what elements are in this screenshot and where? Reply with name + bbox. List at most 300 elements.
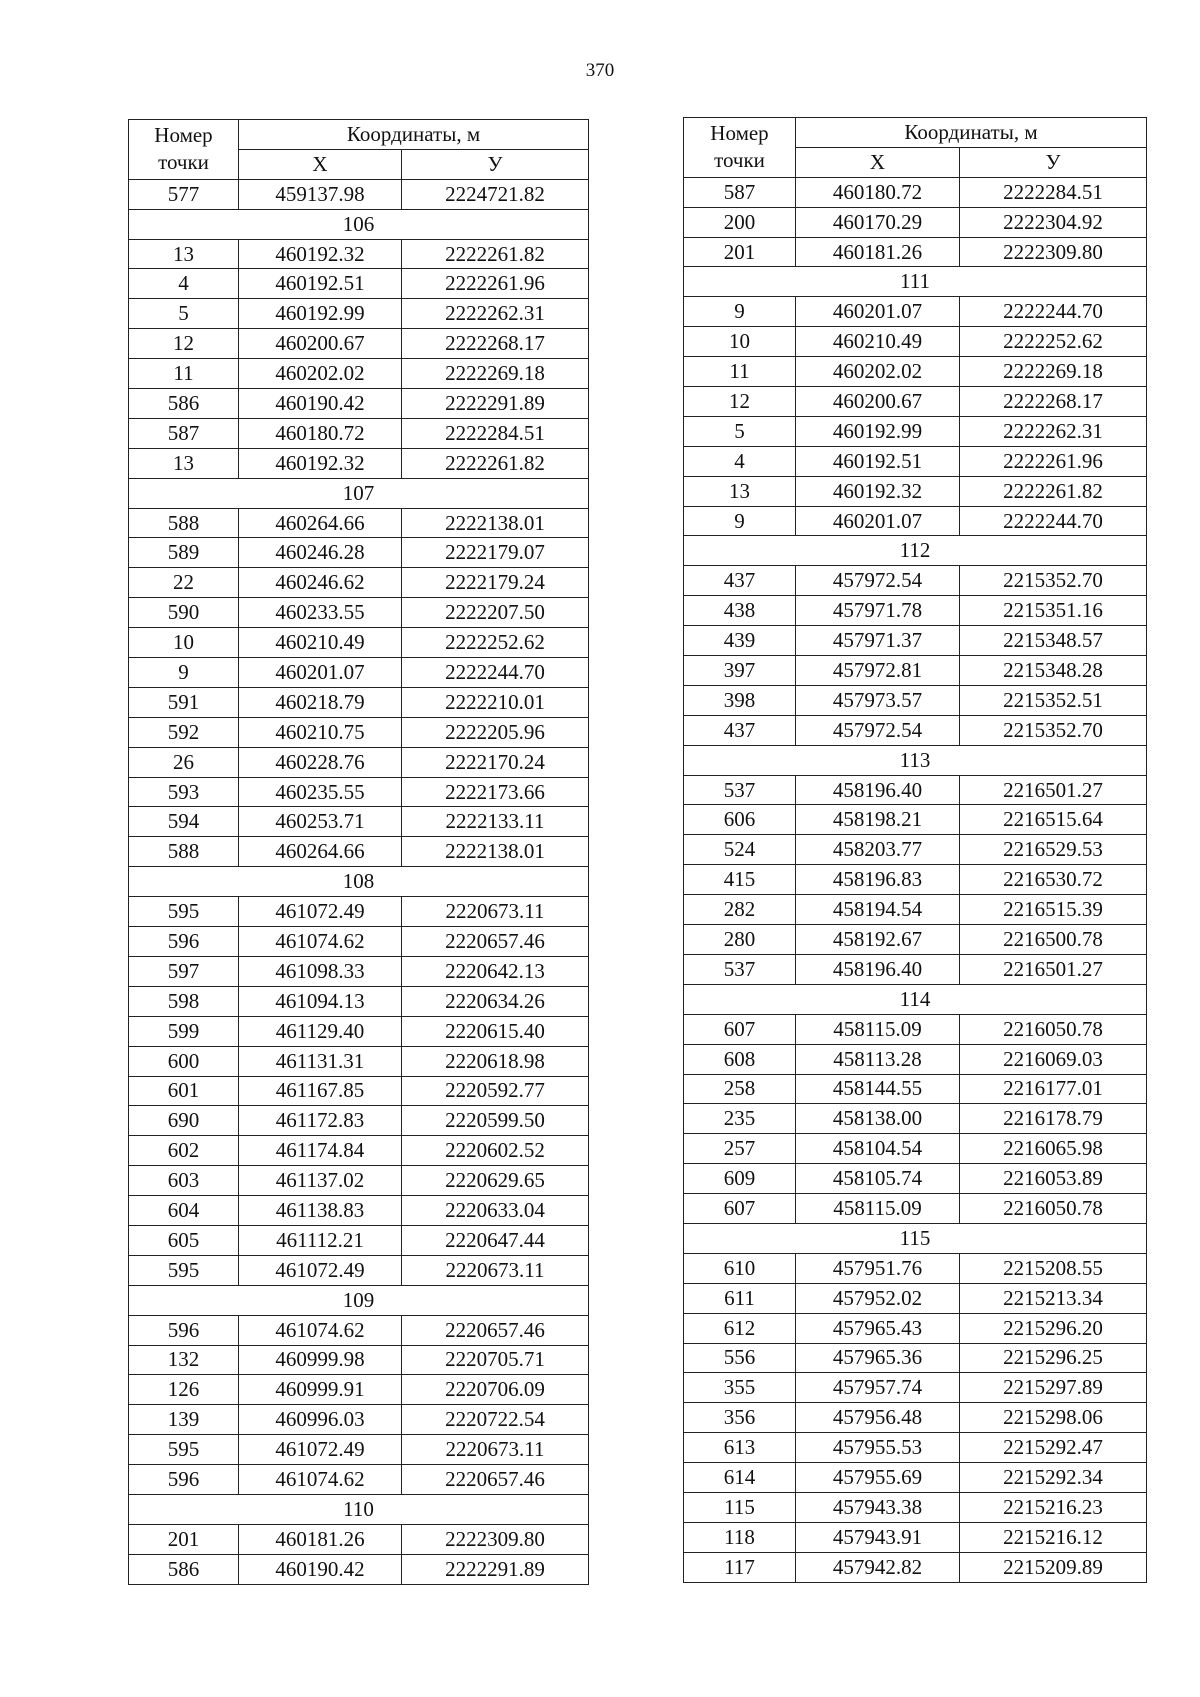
table-row — [684, 685, 1147, 715]
point-number-cell: 126 — [129, 1375, 239, 1405]
y-coordinate-cell: 2216501.27 — [960, 954, 1147, 984]
y-coordinate-cell: 2220706.09 — [402, 1375, 589, 1405]
y-coordinate-cell: 2215292.47 — [960, 1433, 1147, 1463]
x-coordinate-cell: 457972.54 — [796, 715, 960, 745]
table-row — [129, 508, 589, 538]
point-number-cell: 4 — [684, 446, 796, 476]
table-row — [684, 835, 1147, 865]
x-coordinate-cell: 461098.33 — [239, 956, 402, 986]
point-number-cell: 586 — [129, 1554, 239, 1584]
y-coordinate-cell: 2215292.34 — [960, 1463, 1147, 1493]
table-body-left — [129, 179, 589, 1584]
y-coordinate-cell: 2222284.51 — [960, 177, 1147, 207]
point-number-cell: 9 — [684, 506, 796, 536]
y-coordinate-cell: 2215352.51 — [960, 685, 1147, 715]
y-coordinate-cell: 2220657.46 — [402, 1315, 589, 1345]
x-coordinate-cell: 460181.26 — [796, 237, 960, 267]
point-number-cell: 22 — [129, 568, 239, 598]
point-number-cell: 280 — [684, 925, 796, 955]
y-coordinate-cell: 2215216.23 — [960, 1492, 1147, 1522]
point-number-cell: 587 — [684, 177, 796, 207]
x-coordinate-cell: 460210.75 — [239, 717, 402, 747]
point-number-cell: 605 — [129, 1225, 239, 1255]
x-coordinate-cell: 458194.54 — [796, 895, 960, 925]
y-coordinate-cell: 2220647.44 — [402, 1225, 589, 1255]
y-coordinate-cell: 2222244.70 — [960, 297, 1147, 327]
table-row — [129, 717, 589, 747]
table-row — [129, 747, 589, 777]
point-number-cell: 12 — [129, 329, 239, 359]
y-coordinate-cell: 2220592.77 — [402, 1076, 589, 1106]
y-coordinate-cell: 2222138.01 — [402, 837, 589, 867]
point-number-cell: 257 — [684, 1134, 796, 1164]
y-coordinate-cell: 2222261.96 — [960, 446, 1147, 476]
point-number-cell: 614 — [684, 1463, 796, 1493]
x-coordinate-cell: 461137.02 — [239, 1166, 402, 1196]
point-number-cell: 5 — [129, 299, 239, 329]
table-row — [684, 1403, 1147, 1433]
x-coordinate-cell: 458104.54 — [796, 1134, 960, 1164]
y-coordinate-cell: 2222252.62 — [960, 327, 1147, 357]
x-coordinate-cell: 457972.81 — [796, 656, 960, 686]
y-coordinate-cell: 2222252.62 — [402, 628, 589, 658]
y-coordinate-cell: 2222262.31 — [402, 299, 589, 329]
table-row — [129, 538, 589, 568]
point-number-cell: 600 — [129, 1046, 239, 1076]
point-number-cell: 438 — [684, 596, 796, 626]
x-coordinate-cell: 460218.79 — [239, 687, 402, 717]
group-row — [129, 209, 589, 239]
x-coordinate-cell: 460999.91 — [239, 1375, 402, 1405]
group-row — [129, 1285, 589, 1315]
x-coordinate-cell: 460233.55 — [239, 598, 402, 628]
x-coordinate-cell: 460192.51 — [796, 446, 960, 476]
group-row — [684, 536, 1147, 566]
y-coordinate-cell: 2220629.65 — [402, 1166, 589, 1196]
table-row — [684, 1194, 1147, 1224]
y-coordinate-cell: 2222170.24 — [402, 747, 589, 777]
group-row — [684, 267, 1147, 297]
x-coordinate-cell: 461112.21 — [239, 1225, 402, 1255]
x-coordinate-cell: 460228.76 — [239, 747, 402, 777]
x-coordinate-cell: 461172.83 — [239, 1106, 402, 1136]
point-number-cell: 201 — [129, 1524, 239, 1554]
point-number-cell: 556 — [684, 1343, 796, 1373]
table-row — [684, 207, 1147, 237]
x-coordinate-cell: 457971.78 — [796, 596, 960, 626]
y-coordinate-cell: 2220673.11 — [402, 897, 589, 927]
group-label: 112 — [684, 536, 1147, 566]
table-row — [684, 327, 1147, 357]
y-coordinate-cell: 2215208.55 — [960, 1253, 1147, 1283]
table-row — [684, 566, 1147, 596]
y-coordinate-cell: 2220657.46 — [402, 927, 589, 957]
point-number-cell: 437 — [684, 715, 796, 745]
point-number-cell: 587 — [129, 418, 239, 448]
y-coordinate-cell: 2224721.82 — [402, 179, 589, 209]
point-number-cell: 604 — [129, 1196, 239, 1226]
x-coordinate-cell: 461074.62 — [239, 1465, 402, 1495]
x-coordinate-cell: 461074.62 — [239, 927, 402, 957]
table-row — [684, 1463, 1147, 1493]
table-row — [684, 1283, 1147, 1313]
table-row — [129, 1016, 589, 1046]
point-number-cell: 606 — [684, 805, 796, 835]
point-number-cell: 10 — [129, 628, 239, 658]
point-number-cell: 439 — [684, 626, 796, 656]
x-coordinate-cell: 457951.76 — [796, 1253, 960, 1283]
header-y: У — [402, 149, 589, 179]
point-number-cell: 524 — [684, 835, 796, 865]
table-row — [684, 1253, 1147, 1283]
group-row — [129, 1494, 589, 1524]
group-label: 106 — [129, 209, 589, 239]
x-coordinate-cell: 458144.55 — [796, 1074, 960, 1104]
y-coordinate-cell: 2216500.78 — [960, 925, 1147, 955]
table-row — [684, 1313, 1147, 1343]
y-coordinate-cell: 2222309.80 — [960, 237, 1147, 267]
coordinates-table-left — [128, 119, 589, 1585]
x-coordinate-cell: 460999.98 — [239, 1345, 402, 1375]
table-row — [129, 448, 589, 478]
point-number-cell: 588 — [129, 508, 239, 538]
point-number-cell: 597 — [129, 956, 239, 986]
point-number-cell: 595 — [129, 1435, 239, 1465]
y-coordinate-cell: 2220673.11 — [402, 1255, 589, 1285]
table-row — [129, 687, 589, 717]
point-number-cell: 9 — [684, 297, 796, 327]
x-coordinate-cell: 458198.21 — [796, 805, 960, 835]
y-coordinate-cell: 2215352.70 — [960, 566, 1147, 596]
point-number-cell: 607 — [684, 1014, 796, 1044]
table-row — [129, 418, 589, 448]
x-coordinate-cell: 460210.49 — [796, 327, 960, 357]
table-row — [129, 956, 589, 986]
y-coordinate-cell: 2222309.80 — [402, 1524, 589, 1554]
table-row — [129, 1166, 589, 1196]
point-number-cell: 9 — [129, 658, 239, 688]
point-number-cell: 200 — [684, 207, 796, 237]
table-row — [684, 297, 1147, 327]
y-coordinate-cell: 2220657.46 — [402, 1465, 589, 1495]
x-coordinate-cell: 457955.53 — [796, 1433, 960, 1463]
x-coordinate-cell: 457956.48 — [796, 1403, 960, 1433]
group-label: 111 — [684, 267, 1147, 297]
point-number-cell: 117 — [684, 1552, 796, 1582]
y-coordinate-cell: 2222269.18 — [960, 357, 1147, 387]
x-coordinate-cell: 458113.28 — [796, 1044, 960, 1074]
point-number-cell: 537 — [684, 954, 796, 984]
point-number-cell: 586 — [129, 389, 239, 419]
x-coordinate-cell: 460264.66 — [239, 837, 402, 867]
y-coordinate-cell: 2222284.51 — [402, 418, 589, 448]
point-number-cell: 611 — [684, 1283, 796, 1313]
group-label: 113 — [684, 745, 1147, 775]
table-row — [129, 1524, 589, 1554]
table-row — [684, 626, 1147, 656]
x-coordinate-cell: 460192.32 — [796, 476, 960, 506]
point-number-cell: 598 — [129, 986, 239, 1016]
x-coordinate-cell: 461094.13 — [239, 986, 402, 1016]
y-coordinate-cell: 2215296.20 — [960, 1313, 1147, 1343]
point-number-cell: 415 — [684, 865, 796, 895]
point-number-cell: 603 — [129, 1166, 239, 1196]
table-row — [684, 1343, 1147, 1373]
table-row — [129, 179, 589, 209]
point-number-cell: 13 — [684, 476, 796, 506]
group-label: 107 — [129, 478, 589, 508]
table-row — [129, 1345, 589, 1375]
table-row — [129, 628, 589, 658]
page-number: 370 — [585, 60, 615, 81]
table-row — [129, 299, 589, 329]
table-row — [129, 1315, 589, 1345]
table-row — [684, 177, 1147, 207]
x-coordinate-cell: 458192.67 — [796, 925, 960, 955]
y-coordinate-cell: 2220673.11 — [402, 1435, 589, 1465]
table-row — [129, 986, 589, 1016]
y-coordinate-cell: 2215298.06 — [960, 1403, 1147, 1433]
point-number-cell: 4 — [129, 269, 239, 299]
y-coordinate-cell: 2220618.98 — [402, 1046, 589, 1076]
y-coordinate-cell: 2216178.79 — [960, 1104, 1147, 1134]
header-coordinates: Координаты, м — [796, 118, 1147, 148]
y-coordinate-cell: 2215209.89 — [960, 1552, 1147, 1582]
x-coordinate-cell: 457942.82 — [796, 1552, 960, 1582]
x-coordinate-cell: 461138.83 — [239, 1196, 402, 1226]
point-number-cell: 595 — [129, 1255, 239, 1285]
y-coordinate-cell: 2216177.01 — [960, 1074, 1147, 1104]
x-coordinate-cell: 458115.09 — [796, 1014, 960, 1044]
point-number-cell: 235 — [684, 1104, 796, 1134]
table-row — [684, 775, 1147, 805]
table-row — [684, 895, 1147, 925]
point-number-cell: 11 — [129, 359, 239, 389]
x-coordinate-cell: 460190.42 — [239, 389, 402, 419]
y-coordinate-cell: 2215296.25 — [960, 1343, 1147, 1373]
x-coordinate-cell: 457965.36 — [796, 1343, 960, 1373]
table-row — [129, 1375, 589, 1405]
point-number-cell: 10 — [684, 327, 796, 357]
x-coordinate-cell: 457943.91 — [796, 1522, 960, 1552]
group-row — [684, 745, 1147, 775]
point-number-cell: 608 — [684, 1044, 796, 1074]
x-coordinate-cell: 457965.43 — [796, 1313, 960, 1343]
y-coordinate-cell: 2220633.04 — [402, 1196, 589, 1226]
x-coordinate-cell: 460264.66 — [239, 508, 402, 538]
group-row — [684, 1223, 1147, 1253]
y-coordinate-cell: 2222210.01 — [402, 687, 589, 717]
point-number-cell: 355 — [684, 1373, 796, 1403]
header-point-number: Номер точки — [129, 120, 239, 180]
x-coordinate-cell: 458196.83 — [796, 865, 960, 895]
header-point-number: Номер точки — [684, 118, 796, 178]
point-number-cell: 132 — [129, 1345, 239, 1375]
y-coordinate-cell: 2215216.12 — [960, 1522, 1147, 1552]
x-coordinate-cell: 460202.02 — [796, 357, 960, 387]
y-coordinate-cell: 2222268.17 — [960, 387, 1147, 417]
y-coordinate-cell: 2220599.50 — [402, 1106, 589, 1136]
point-number-cell: 591 — [129, 687, 239, 717]
y-coordinate-cell: 2222179.07 — [402, 538, 589, 568]
table-row — [129, 1046, 589, 1076]
x-coordinate-cell: 458105.74 — [796, 1164, 960, 1194]
y-coordinate-cell: 2216515.39 — [960, 895, 1147, 925]
point-number-cell: 596 — [129, 1465, 239, 1495]
y-coordinate-cell: 2222291.89 — [402, 1554, 589, 1584]
x-coordinate-cell: 460253.71 — [239, 807, 402, 837]
coordinates-table-right — [683, 117, 1147, 1583]
table-row — [684, 237, 1147, 267]
y-coordinate-cell: 2222291.89 — [402, 389, 589, 419]
point-number-cell: 594 — [129, 807, 239, 837]
x-coordinate-cell: 461072.49 — [239, 1255, 402, 1285]
table-row — [684, 416, 1147, 446]
y-coordinate-cell: 2222173.66 — [402, 777, 589, 807]
x-coordinate-cell: 460246.62 — [239, 568, 402, 598]
x-coordinate-cell: 460201.07 — [239, 658, 402, 688]
table-row — [684, 1014, 1147, 1044]
x-coordinate-cell: 461072.49 — [239, 897, 402, 927]
x-coordinate-cell: 460201.07 — [796, 297, 960, 327]
y-coordinate-cell: 2220602.52 — [402, 1136, 589, 1166]
x-coordinate-cell: 460180.72 — [796, 177, 960, 207]
table-row — [684, 476, 1147, 506]
table-row — [129, 389, 589, 419]
y-coordinate-cell: 2222261.82 — [960, 476, 1147, 506]
y-coordinate-cell: 2216501.27 — [960, 775, 1147, 805]
point-number-cell: 26 — [129, 747, 239, 777]
y-coordinate-cell: 2215348.28 — [960, 656, 1147, 686]
group-row — [684, 984, 1147, 1014]
point-number-cell: 613 — [684, 1433, 796, 1463]
point-number-cell: 610 — [684, 1253, 796, 1283]
y-coordinate-cell: 2216065.98 — [960, 1134, 1147, 1164]
point-number-cell: 5 — [684, 416, 796, 446]
point-number-cell: 593 — [129, 777, 239, 807]
x-coordinate-cell: 461129.40 — [239, 1016, 402, 1046]
x-coordinate-cell: 460170.29 — [796, 207, 960, 237]
x-coordinate-cell: 457952.02 — [796, 1283, 960, 1313]
table-row — [684, 925, 1147, 955]
table-row — [684, 1044, 1147, 1074]
y-coordinate-cell: 2216050.78 — [960, 1014, 1147, 1044]
x-coordinate-cell: 460190.42 — [239, 1554, 402, 1584]
x-coordinate-cell: 460192.51 — [239, 269, 402, 299]
point-number-cell: 596 — [129, 1315, 239, 1345]
x-coordinate-cell: 458203.77 — [796, 835, 960, 865]
y-coordinate-cell: 2216053.89 — [960, 1164, 1147, 1194]
group-label: 110 — [129, 1494, 589, 1524]
point-number-cell: 118 — [684, 1522, 796, 1552]
y-coordinate-cell: 2222205.96 — [402, 717, 589, 747]
point-number-cell: 595 — [129, 897, 239, 927]
point-number-cell: 258 — [684, 1074, 796, 1104]
header-coordinates: Координаты, м — [239, 120, 589, 150]
point-number-cell: 356 — [684, 1403, 796, 1433]
table-row — [129, 837, 589, 867]
table-row — [684, 357, 1147, 387]
point-number-cell: 589 — [129, 538, 239, 568]
x-coordinate-cell: 460246.28 — [239, 538, 402, 568]
y-coordinate-cell: 2220615.40 — [402, 1016, 589, 1046]
table-row — [129, 1465, 589, 1495]
table-row — [684, 1492, 1147, 1522]
point-number-cell: 437 — [684, 566, 796, 596]
x-coordinate-cell: 460192.99 — [239, 299, 402, 329]
table-row — [684, 1433, 1147, 1463]
header-x: Х — [239, 149, 402, 179]
point-number-cell: 398 — [684, 685, 796, 715]
table-row — [129, 777, 589, 807]
x-coordinate-cell: 460180.72 — [239, 418, 402, 448]
table-row — [684, 1522, 1147, 1552]
y-coordinate-cell: 2216069.03 — [960, 1044, 1147, 1074]
table-row — [684, 1074, 1147, 1104]
group-label: 108 — [129, 867, 589, 897]
x-coordinate-cell: 460996.03 — [239, 1405, 402, 1435]
table-row — [129, 897, 589, 927]
x-coordinate-cell: 458115.09 — [796, 1194, 960, 1224]
y-coordinate-cell: 2220705.71 — [402, 1345, 589, 1375]
table-row — [129, 568, 589, 598]
point-number-cell: 12 — [684, 387, 796, 417]
x-coordinate-cell: 457955.69 — [796, 1463, 960, 1493]
point-number-cell: 601 — [129, 1076, 239, 1106]
table-row — [129, 239, 589, 269]
table-row — [684, 656, 1147, 686]
table-row — [684, 1373, 1147, 1403]
group-row — [129, 478, 589, 508]
table-row — [129, 329, 589, 359]
table-row — [684, 865, 1147, 895]
point-number-cell: 11 — [684, 357, 796, 387]
point-number-cell: 690 — [129, 1106, 239, 1136]
point-number-cell: 609 — [684, 1164, 796, 1194]
x-coordinate-cell: 460192.32 — [239, 239, 402, 269]
group-label: 115 — [684, 1223, 1147, 1253]
y-coordinate-cell: 2222244.70 — [960, 506, 1147, 536]
point-number-cell: 607 — [684, 1194, 796, 1224]
table-row — [129, 359, 589, 389]
table-row — [129, 598, 589, 628]
x-coordinate-cell: 457972.54 — [796, 566, 960, 596]
table-row — [684, 387, 1147, 417]
y-coordinate-cell: 2220642.13 — [402, 956, 589, 986]
y-coordinate-cell: 2215352.70 — [960, 715, 1147, 745]
y-coordinate-cell: 2215348.57 — [960, 626, 1147, 656]
table-row — [129, 1076, 589, 1106]
y-coordinate-cell: 2222244.70 — [402, 658, 589, 688]
point-number-cell: 115 — [684, 1492, 796, 1522]
table-row — [684, 1552, 1147, 1582]
x-coordinate-cell: 460192.32 — [239, 448, 402, 478]
x-coordinate-cell: 457957.74 — [796, 1373, 960, 1403]
x-coordinate-cell: 460181.26 — [239, 1524, 402, 1554]
x-coordinate-cell: 460201.07 — [796, 506, 960, 536]
point-number-cell: 596 — [129, 927, 239, 957]
point-number-cell: 588 — [129, 837, 239, 867]
y-coordinate-cell: 2222304.92 — [960, 207, 1147, 237]
x-coordinate-cell: 459137.98 — [239, 179, 402, 209]
point-number-cell: 13 — [129, 448, 239, 478]
x-coordinate-cell: 461174.84 — [239, 1136, 402, 1166]
point-number-cell: 13 — [129, 239, 239, 269]
table-row — [684, 1164, 1147, 1194]
point-number-cell: 282 — [684, 895, 796, 925]
x-coordinate-cell: 460192.99 — [796, 416, 960, 446]
table-row — [684, 715, 1147, 745]
